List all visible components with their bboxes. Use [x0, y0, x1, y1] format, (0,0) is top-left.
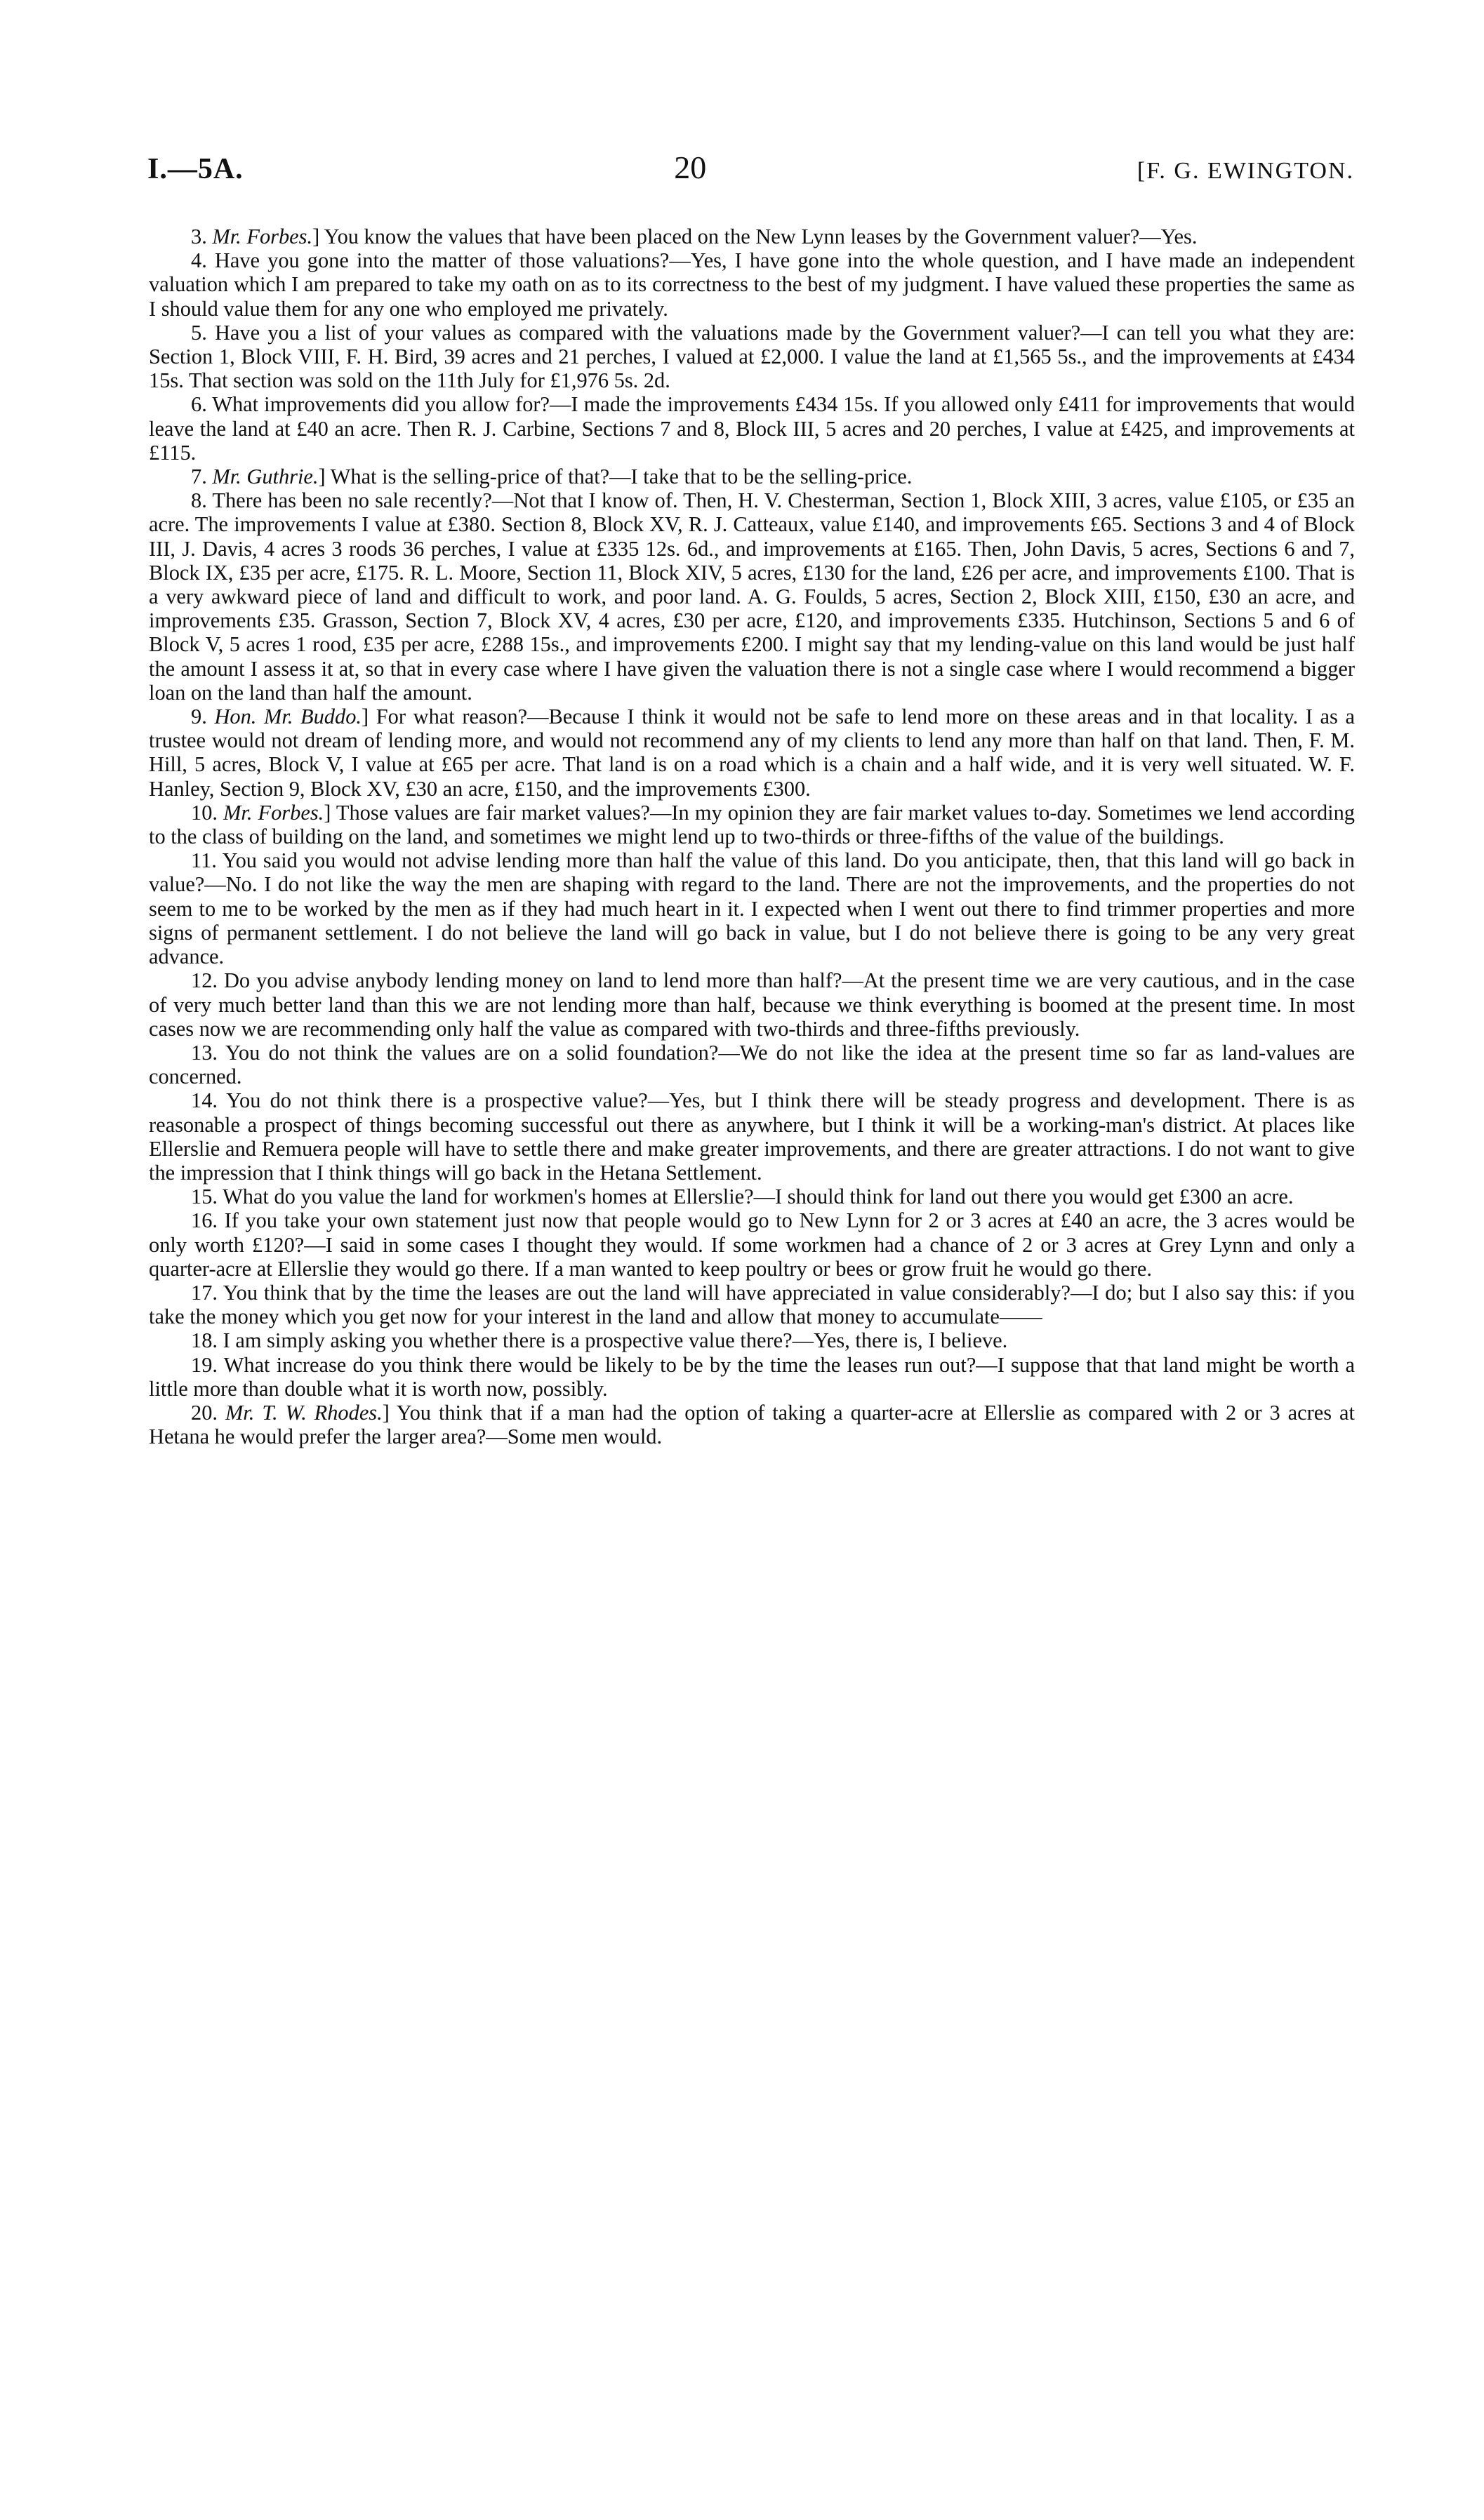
evidence-paragraph — [149, 1208, 1355, 1281]
paragraph-text: You said you would not advise lending more than half the value of this land. Do you anticipate, then, that this land will go back in value?—No. I do not like the way the men are shaping with regard to the land. There are not the improvements, and the properties do not seem to me to be worked by the men as if they had much heart in it. I expected when I went out there to find trimmer properties and more signs of permanent settlement. I do not believe the land will go back in value, but I do not believe there is going to be any very great advance. — [149, 848, 1355, 969]
evidence-paragraph — [149, 488, 1355, 705]
question-number: 15. — [191, 1185, 218, 1209]
paragraph-text: If you take your own statement just now that people would go to New Lynn for 2 or 3 acres at £40 an acre, the 3 acres would be only worth £120?—I said in some cases I thought they would. If some workmen had a chance of 2 or 3 acres at Grey Lynn and only a quarter-acre at Ellerslie they would go there. If a man wanted to keep poultry or bees or grow fruit he would go there. — [149, 1208, 1355, 1281]
evidence-paragraph — [149, 1328, 1355, 1352]
page-header — [147, 149, 1354, 191]
question-number: 9. — [191, 705, 207, 729]
speaker-name: Mr. Forbes. — [212, 225, 313, 248]
evidence-paragraph — [149, 1185, 1355, 1208]
evidence-paragraph — [149, 1353, 1355, 1401]
evidence-paragraph — [149, 1401, 1355, 1448]
paragraph-text: There has been no sale recently?—Not that I know of. Then, H. V. Chesterman, Section 1, Block XIII, 3 acres, value £105, or £35 an acre. The improvements I value at £380. Section 8, Block XV, R. J. Catteaux, value £140, and improvements £65. Sections 3 and 4 of Block III, J. Davis, 4 acres 3 roods 36 perches, I value at £335 12s. 6d., and improvements at £165. Then, John Davis, 5 acres, Sections 6 and 7, Block IX, £35 per acre, £175. R. L. Moore, Section 11, Block XIV, 5 acres, £130 for the land, £26 per acre, and improvements £100. That is a very awkward piece of land and difficult to work, and poor land. A. G. Foulds, 5 acres, Section 2, Block XIII, £150, £30 an acre, and improvements £35. Grasson, Section 7, Block XV, 4 acres, £30 per acre, £120, and improvements £335. Hutchinson, Sections 5 and 6 of Block V, 5 acres 1 rood, £35 per acre, £288 15s., and improvements £200. I might say that my lending-value on this land would be just half the amount I assess it at, so that in every case where I have given the valuation there is not a single case where I would recommend a bigger loan on the land than half the amount. — [149, 488, 1355, 705]
question-number: 4. — [191, 248, 207, 273]
paper-reference: I.—5A. — [147, 153, 244, 185]
evidence-paragraph — [149, 321, 1355, 393]
paragraph-text: You do not think the values are on a solid foundation?—We do not like the idea at the present time so far as land-values are concerned. — [149, 1040, 1355, 1089]
question-number: 16. — [191, 1208, 218, 1233]
question-number: 11. — [191, 848, 217, 873]
question-number: 5. — [191, 320, 207, 345]
witness-name: [F. G. EWINGTON. — [1137, 158, 1354, 184]
paragraph-text: Do you advise anybody lending money on land to lend more than half?—At the present time we are very cautious, and in the case of very much better land than this we are not lending more than half, because we think everything is boomed at the present time. In most cases now we are recommending only half the value as compared with two-thirds and three-fifths previously. — [149, 968, 1355, 1041]
speaker-name: Mr. Guthrie. — [212, 465, 319, 489]
paragraph-text: What improvements did you allow for?—I made the improvements £434 15s. If you allowed only £411 for improvements that would leave the land at £40 an acre. Then R. J. Carbine, Sections 7 and 8, Block III, 5 acres and 20 perches, I value at £425, and improvements at £115. — [149, 392, 1355, 465]
paragraph-text: What do you value the land for workmen's homes at Ellerslie?—I should think for land out there you would get £300 an acre. — [223, 1185, 1294, 1209]
page-number: 20 — [674, 149, 707, 185]
question-number: 13. — [191, 1040, 218, 1065]
question-number: 14. — [191, 1088, 218, 1113]
paragraph-text: You do not think there is a prospective value?—Yes, but I think there will be steady progress and development. There is as reasonable a prospect of things becoming successful out there as anywhere, but I think it will be a working-man's district. At places like Ellerslie and Remuera people will have to settle there and make greater improvements, and there are greater attractions. I do not want to give the impression that I think things will go back in the Hetana Settlement. — [149, 1088, 1355, 1185]
question-number: 3. — [191, 225, 207, 248]
question-number: 17. — [191, 1280, 218, 1305]
question-number: 10. — [191, 800, 218, 825]
paragraph-text: ] You think that if a man had the option of taking a quarter-acre at Ellerslie as compared with 2 or 3 acres at Hetana he would prefer the larger area?—Some men would. — [149, 1400, 1355, 1449]
evidence-paragraph — [149, 465, 1355, 488]
question-number: 8. — [191, 488, 207, 513]
question-number: 18. — [191, 1328, 218, 1353]
paragraph-text: Have you a list of your values as compared with the valuations made by the Government valuer?—I can tell you what they are: Section 1, Block VIII, F. H. Bird, 39 acres and 21 perches, I valued at £2,000. I value the land at £1,565 5s., and the improvements at £434 15s. That section was sold on the 11th July for £1,976 5s. 2d. — [149, 320, 1355, 393]
paragraph-text: ] For what reason?—Because I think it would not be safe to lend more on these areas and in that locality. I as a trustee would not dream of lending more, and would not recommend any of my clients to lend any more than half on that land. Then, F. M. Hill, 5 acres, Block V, I value at £65 per acre. That land is on a road which is a chain and a half wide, and it is very well situated. W. F. Hanley, Section 9, Block XV, £30 an acre, £150, and the improvements £300. — [149, 705, 1355, 801]
speaker-name: Hon. Mr. Buddo. — [214, 705, 362, 729]
paragraph-text: ] What is the selling-price of that?—I take that to be the selling-price. — [318, 465, 913, 489]
evidence-paragraph — [149, 225, 1355, 248]
paragraph-text: Have you gone into the matter of those valuations?—Yes, I have gone into the whole question, and I have made an independent valuation which I am prepared to take my oath on as to its correctness to the best of my judgment. I have valued these properties the same as I should value them for any one who employed me privately. — [149, 248, 1355, 321]
evidence-paragraph — [149, 1088, 1355, 1185]
speaker-name: Mr. Forbes. — [223, 800, 324, 825]
paragraph-text: I am simply asking you whether there is a prospective value there?—Yes, there is, I believe. — [223, 1328, 1008, 1353]
question-number: 19. — [191, 1352, 218, 1377]
evidence-paragraph — [149, 1281, 1355, 1328]
evidence-paragraph — [149, 968, 1355, 1041]
question-number: 20. — [191, 1400, 218, 1425]
evidence-paragraph — [149, 1041, 1355, 1088]
evidence-body — [149, 225, 1355, 1448]
question-number: 12. — [191, 968, 218, 993]
evidence-paragraph — [149, 705, 1355, 801]
evidence-paragraph — [149, 848, 1355, 968]
question-number: 6. — [191, 392, 207, 417]
evidence-paragraph — [149, 801, 1355, 848]
paragraph-text: ] Those values are fair market values?—In my opinion they are fair market values to-day. Sometimes we lend according to the class of building on the land, and sometimes we might lend up to two-thirds or three-fifths of the value of the buildings. — [149, 800, 1355, 849]
paragraph-text: What increase do you think there would be likely to be by the time the leases run out?—I suppose that that land might be worth a little more than double what it is worth now, possibly. — [149, 1352, 1355, 1401]
question-number: 7. — [191, 465, 207, 489]
speaker-name: Mr. T. W. Rhodes. — [225, 1400, 383, 1425]
evidence-paragraph — [149, 248, 1355, 321]
paragraph-text: ] You know the values that have been placed on the New Lynn leases by the Government valuer?—Yes. — [312, 225, 1198, 248]
evidence-paragraph — [149, 392, 1355, 465]
paragraph-text: You think that by the time the leases are out the land will have appreciated in value considerably?—I do; but I also say this: if you take the money which you get now for your interest in the land and allow that money to accumulate—— — [149, 1280, 1355, 1329]
